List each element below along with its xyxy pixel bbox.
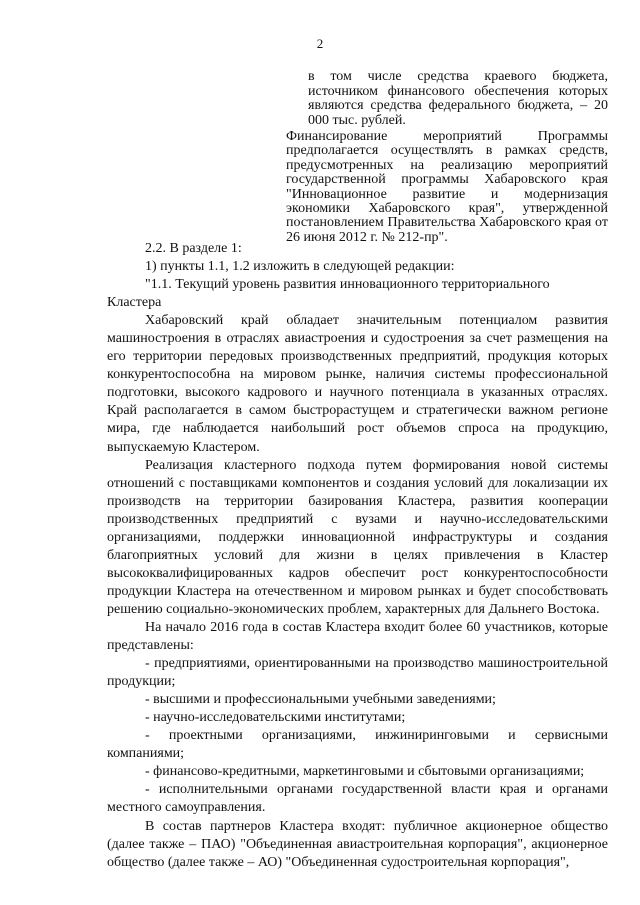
list-item: - высшими и профессиональными учебными заведениями; bbox=[145, 692, 496, 708]
financing-note: Финансирование мероприятий Программы предполагается осуществлять в рамках средств, предусмотренных на реализацию мероприятий государственной программы Хабаровского края "Инновационное развитие и модернизация экономики Хабаровского края", утвержденной постановлением Правительства Хабаровского края от 26 июня 2012 г. № 212-пр". bbox=[286, 129, 608, 245]
item-intro: 1) пункты 1.1, 1.2 изложить в следующей редакции: bbox=[145, 259, 455, 275]
paragraph-cluster-approach: Реализация кластерного подхода путем формирования новой системы отношений с поставщиками компонентов и создания условий для локализации их производств на территории базирования Кластера, развития кооперации производственных предприятий с вузами и научно-исследовательскими организациями, поддержки инновационной инфраструктуры и создания благоприятных условий для жизни в целях привлечения в Кластер высококвалифицированных кадров обеспечит рост конкурентоспособности продукции Кластера на отечественном и мировом рынках и будет способствовать решению социально-экономических проблем, характерных для Дальнего Востока. bbox=[107, 457, 608, 617]
list-item: - предприятиями, ориентированными на производство машиностроительной продукции; bbox=[107, 656, 608, 690]
paragraph-partners: В состав партнеров Кластера входят: публичное акционерное общество (далее также – ПАО) "Объединенная авиастроительная корпорация", акционерное общество (далее также – АО) "Объединенная судостроительная корпорация", bbox=[107, 818, 608, 870]
list-item: - научно-исследовательскими институтами; bbox=[145, 710, 406, 726]
page-number: 2 bbox=[316, 36, 324, 51]
list-item: - исполнительными органами государственной власти края и органами местного самоуправления. bbox=[107, 782, 608, 816]
list-item: - проектными организациями, инжиниринговыми и сервисными компаниями; bbox=[107, 728, 608, 762]
paragraph-participants: На начало 2016 года в состав Кластера входит более 60 участников, которые представлены: bbox=[107, 619, 608, 654]
subsection-title-line-1: "1.1. Текущий уровень развития инновационного территориального bbox=[145, 277, 550, 293]
section-header: 2.2. В разделе 1: bbox=[145, 241, 242, 256]
subsection-title bbox=[107, 276, 608, 294]
list-item: - финансово-кредитными, маркетинговыми и сбытовыми организациями; bbox=[145, 764, 585, 780]
budget-note: в том числе средства краевого бюджета, источником финансового обеспечения которых являются средства федерального бюджета, – 20 000 тыс. рублей. bbox=[308, 69, 608, 128]
subsection-title-continued: Кластера bbox=[107, 295, 162, 311]
document-body bbox=[107, 240, 608, 872]
paragraph-potential: Хабаровский край обладает значительным потенциалом развития машиностроения в отраслях авиастроения и судостроения за счет размещения на его территории передовых производственных предприятий, продукция которых конкурентоспособна на мировом рынке, наличия системы профессиональной подготовки, высокого кадрового и научного потенциала в указанных отраслях. Край располагается в самом быстрорастущем и стратегически важном регионе мира, где наблюдается наибольший рост объемов спроса на продукцию, выпускаемую Кластером. bbox=[107, 313, 608, 455]
